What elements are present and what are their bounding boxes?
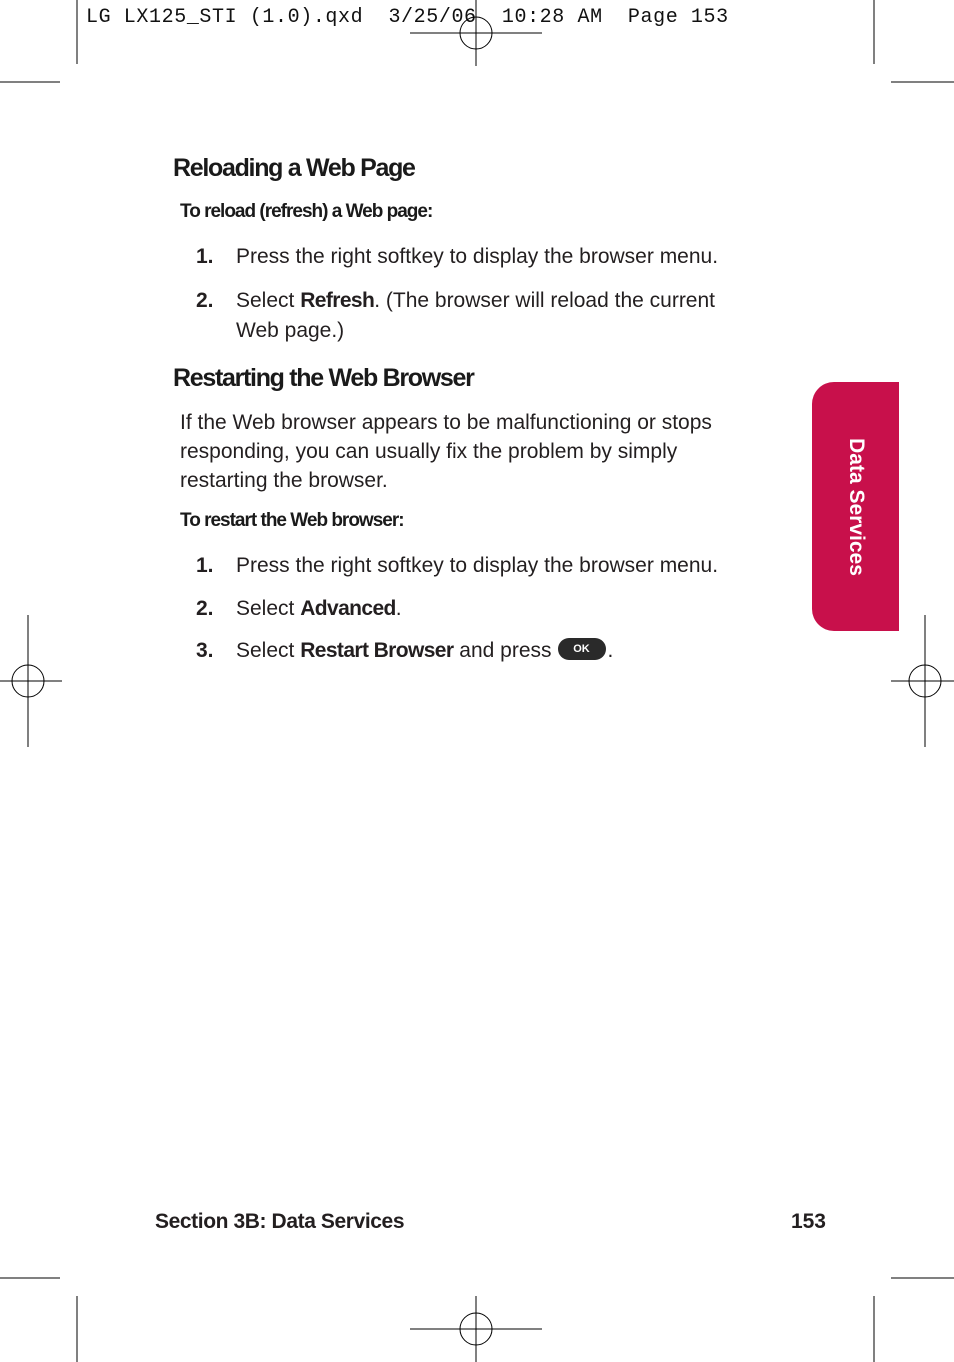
- section-heading-reloading: Reloading a Web Page: [173, 154, 415, 182]
- subheading-reload: To reload (refresh) a Web page:: [180, 201, 433, 222]
- step-text: Select Refresh. (The browser will reload the current Web page.): [236, 289, 716, 342]
- subheading-restart: To restart the Web browser:: [180, 510, 404, 531]
- step-text: Select Advanced.: [236, 597, 402, 620]
- restart-intro-paragraph: If the Web browser appears to be malfunctioning or stops responding, you can usually fix the problem by simply restarting the browser.: [180, 411, 712, 492]
- step-text: Select Restart Browser and press OK .: [236, 639, 614, 662]
- menu-item-refresh: Refresh: [300, 289, 375, 312]
- step-number: 2.: [196, 597, 214, 620]
- side-tab: [812, 382, 899, 631]
- side-tab-label: Data Services: [844, 437, 868, 576]
- step-text: Press the right softkey to display the browser menu.: [236, 245, 719, 268]
- print-slug-line: LG LX125_STI (1.0).qxd 3/25/06 10:28 AM Page 153: [86, 6, 729, 29]
- step-number: 2.: [196, 289, 214, 312]
- ok-key-icon: OK: [558, 638, 606, 660]
- step-number: 1.: [196, 554, 214, 577]
- menu-item-advanced: Advanced: [300, 597, 396, 620]
- step-number: 3.: [196, 639, 214, 662]
- step-text: Press the right softkey to display the browser menu.: [236, 554, 719, 577]
- page-number: 153: [790, 1210, 826, 1233]
- step-number: 1.: [196, 245, 214, 268]
- menu-item-restart-browser: Restart Browser: [300, 639, 454, 662]
- section-heading-restarting: Restarting the Web Browser: [173, 364, 474, 392]
- footer-section-label: Section 3B: Data Services: [155, 1210, 405, 1233]
